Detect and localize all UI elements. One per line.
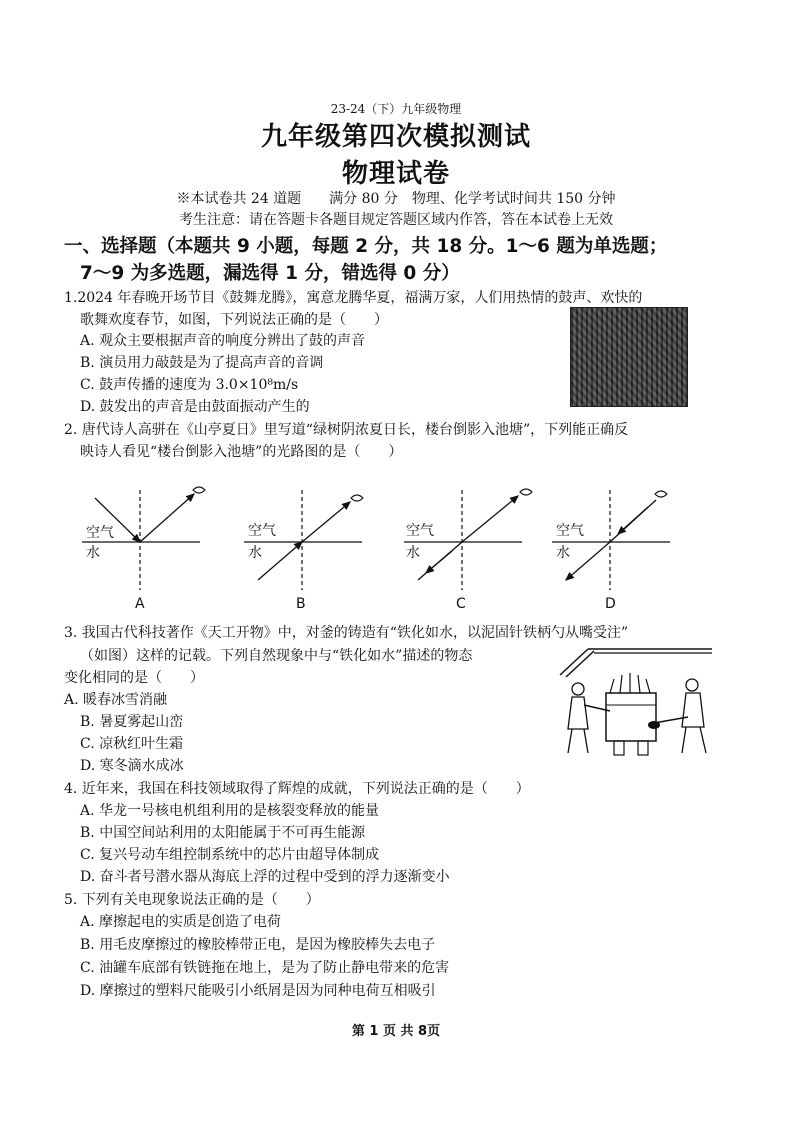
casting-illustration	[550, 645, 720, 763]
q1-option-b: B. 演员用力敲鼓是为了提高声音的音调	[80, 355, 324, 371]
q1-option-a: A. 观众主要根据声音的响度分辨出了鼓的声音	[80, 333, 366, 349]
q5-stem-line1: 5. 下列有关电现象说法正确的是（ ）	[64, 892, 320, 908]
q3-stem-line2: （如图）这样的记载。下列自然现象中与“铁化如水”描述的物态	[80, 648, 473, 664]
eye-icon	[351, 495, 363, 501]
diagram-c-air-label: 空气	[406, 523, 434, 539]
diagram-a-water-label: 水	[86, 545, 100, 561]
q1-stem-line1: 1.2024 年春晚开场节目《鼓舞龙腾》，寓意龙腾华夏，福满万家，人们用热情的鼓声、欢快的	[64, 290, 643, 306]
diagram-c-label: C	[456, 596, 466, 612]
light-path-diagrams	[0, 480, 792, 620]
eye-icon	[193, 487, 205, 493]
q5-option-d: D. 摩擦过的塑料尺能吸引小纸屑是因为同种电荷互相吸引	[80, 983, 436, 999]
exam-title: 九年级第四次模拟测试	[260, 122, 531, 152]
q4-stem-line1: 4. 近年来，我国在科技领域取得了辉煌的成就，下列说法正确的是（ ）	[64, 781, 530, 797]
diagram-d-water-label: 水	[556, 545, 570, 561]
q2-stem-line1: 2. 唐代诗人高骈在《山亭夏日》里写道“绿树阴浓夏日长，楼台倒影入池塘”，下列能正确反	[64, 422, 629, 438]
exam-info-line: ※本试卷共 24 道题 满分 80 分 物理、化学考试时间共 150 分钟	[176, 191, 616, 207]
q3-option-a: A. 暖春冰雪消融	[64, 692, 168, 708]
q4-option-a: A. 华龙一号核电机组利用的是核裂变释放的能量	[80, 803, 380, 819]
eye-icon	[520, 489, 532, 495]
course-line: 23-24（下）九年级物理	[330, 102, 462, 116]
section-heading-line1: 一、选择题（本题共 9 小题，每题 2 分，共 18 分。1～6 题为单选题；	[64, 236, 668, 257]
exam-subtitle: 物理试卷	[341, 159, 450, 189]
diagram-d	[552, 490, 670, 590]
q3-option-c: C. 凉秋红叶生霜	[80, 736, 184, 752]
q2-stem-line2: 映诗人看见“楼台倒影入池塘”的光路图的是（ ）	[80, 444, 403, 460]
q4-option-b: B. 中国空间站利用的太阳能属于不可再生能源	[80, 825, 366, 841]
diagram-d-air-label: 空气	[556, 523, 584, 539]
exam-notice-line: 考生注意：请在答题卡各题目规定答题区域内作答，答在本试卷上无效	[179, 212, 613, 228]
q3-option-b: B. 暑夏雾起山峦	[80, 714, 184, 730]
q1-option-c: C. 鼓声传播的速度为 3.0×10⁸m/s	[80, 377, 299, 393]
eye-icon	[655, 491, 667, 497]
q3-option-d: D. 寒冬滴水成冰	[80, 758, 184, 774]
q5-option-c: C. 油罐车底部有铁链拖在地上，是为了防止静电带来的危害	[80, 960, 450, 976]
diagram-a-air-label: 空气	[86, 525, 114, 541]
page-number: 第 1 页 共 8页	[351, 1024, 441, 1039]
q3-stem-line3: 变化相同的是（ ）	[64, 670, 204, 686]
q1-option-d: D. 鼓发出的声音是由鼓面振动产生的	[80, 399, 310, 415]
diagram-b	[244, 490, 363, 590]
section-heading-line2: 7～9 为多选题，漏选得 1 分，错选得 0 分）	[80, 263, 460, 284]
q4-option-d: D. 奋斗者号潜水器从海底上浮的过程中受到的浮力逐渐变小	[80, 869, 450, 885]
diagram-c-water-label: 水	[406, 545, 420, 561]
diagram-b-label: B	[296, 596, 306, 612]
diagram-b-water-label: 水	[248, 545, 262, 561]
q4-option-c: C. 复兴号动车组控制系统中的芯片由超导体制成	[80, 847, 380, 863]
q3-stem-line1: 3. 我国古代科技著作《天工开物》中，对釜的铸造有“铁化如水，以泥固针铁柄勺从嘴受注”	[64, 625, 629, 641]
dragon-drum-photo	[570, 307, 688, 407]
q5-option-a: A. 摩擦起电的实质是创造了电荷	[80, 914, 282, 930]
q1-stem-line2: 歌舞欢度春节，如图，下列说法正确的是（ ）	[80, 312, 388, 328]
diagram-d-label: D	[605, 596, 616, 612]
diagram-b-air-label: 空气	[248, 523, 276, 539]
diagram-a-label: A	[135, 596, 145, 612]
q5-option-b: B. 用毛皮摩擦过的橡胶棒带正电，是因为橡胶棒失去电子	[80, 937, 436, 953]
